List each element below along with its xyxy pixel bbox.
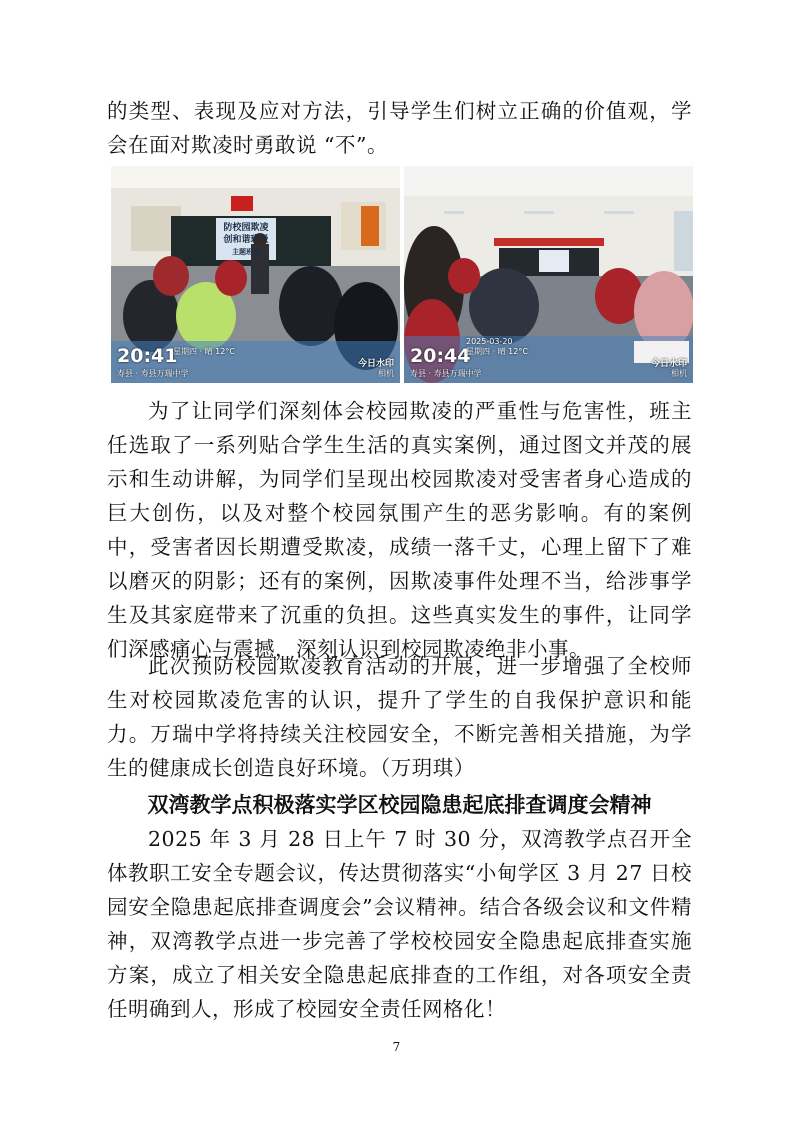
timestamp-meta <box>466 337 528 357</box>
timestamp-meta: 星期四 · 晴 12°C <box>173 347 235 356</box>
timestamp-weather: 星期四 · 晴 12°C <box>466 347 528 356</box>
projector-screen-text <box>216 222 276 258</box>
timestamp-date: 2025-03-20 <box>466 337 513 346</box>
watermark-logo <box>358 359 394 379</box>
watermark-sub: 相机 <box>378 369 394 378</box>
timestamp-time: 20:41 <box>117 345 178 367</box>
classroom-photo-right <box>404 166 693 383</box>
watermark-title: 今日水印 <box>650 359 687 369</box>
paragraph-cases: 为了让同学们深刻体会校园欺凌的严重性与危害性，班主任选取了一系列贴合学生生活的真实案例，通过图文并茂的展示和生动讲解，为同学们呈现出校园欺凌对受害者身心造成的巨大创伤，以及对整个校园氛围产生的恶劣影响。有的案例中，受害者因长期遭受欺凌，成绩一落千丈，心理上留下了难以磨灭的阴影；还有的案例，因欺凌事件处理不当，给涉事学生及其家庭带来了沉重的负担。这些真实发生的事件，让同学们深感痛心与震撼，深刻认识到校园欺凌绝非小事。 <box>107 399 692 661</box>
timestamp-location: 寿县 · 寿县万瑞中学 <box>117 369 189 378</box>
page-number: 7 <box>392 1040 401 1054</box>
timestamp-location: 寿县 · 寿县万瑞中学 <box>410 369 482 378</box>
watermark-sub: 相机 <box>671 369 687 378</box>
paragraph-continuation: 的类型、表现及应对方法，引导学生们树立正确的价值观，学会在面对欺凌时勇敢说 “不”。 <box>107 99 692 157</box>
paragraph-result: 此次预防校园欺凌教育活动的开展，进一步增强了全校师生对校园欺凌危害的认识，提升了学生的自我保护意识和能力。万瑞中学将持续关注校园安全，不断完善相关措施，为学生的健康成长创造良好环境。（万玥琪） <box>107 654 692 780</box>
screen-line-3: 主题班会 <box>232 248 260 256</box>
screen-line-1: 防校园欺凌 <box>223 223 269 233</box>
article-body: 2025 年 3 月 28 日上午 7 时 30 分，双湾教学点召开全体教职工安全专题会议，传达贯彻落实“小甸学区 3 月 27 日校园安全隐患起底排查调度会”会议精神。结合各级会议和文件精神，双湾教学点进一步完善了学校校园安全隐患起底排查实施方案，成立了相关安全隐患起底排查的工作组，对各项安全责任明确到人，形成了校园安全责任网格化！ <box>107 827 692 1021</box>
screen-line-2: 创和谐班级 <box>223 235 269 245</box>
watermark-title: 今日水印 <box>357 359 394 369</box>
classroom-photo-left <box>111 166 400 383</box>
article-heading: 双湾教学点积极落实学区校园隐患起底排查调度会精神 <box>147 793 652 817</box>
watermark-logo <box>651 359 687 379</box>
timestamp-time: 20:44 <box>410 345 471 367</box>
